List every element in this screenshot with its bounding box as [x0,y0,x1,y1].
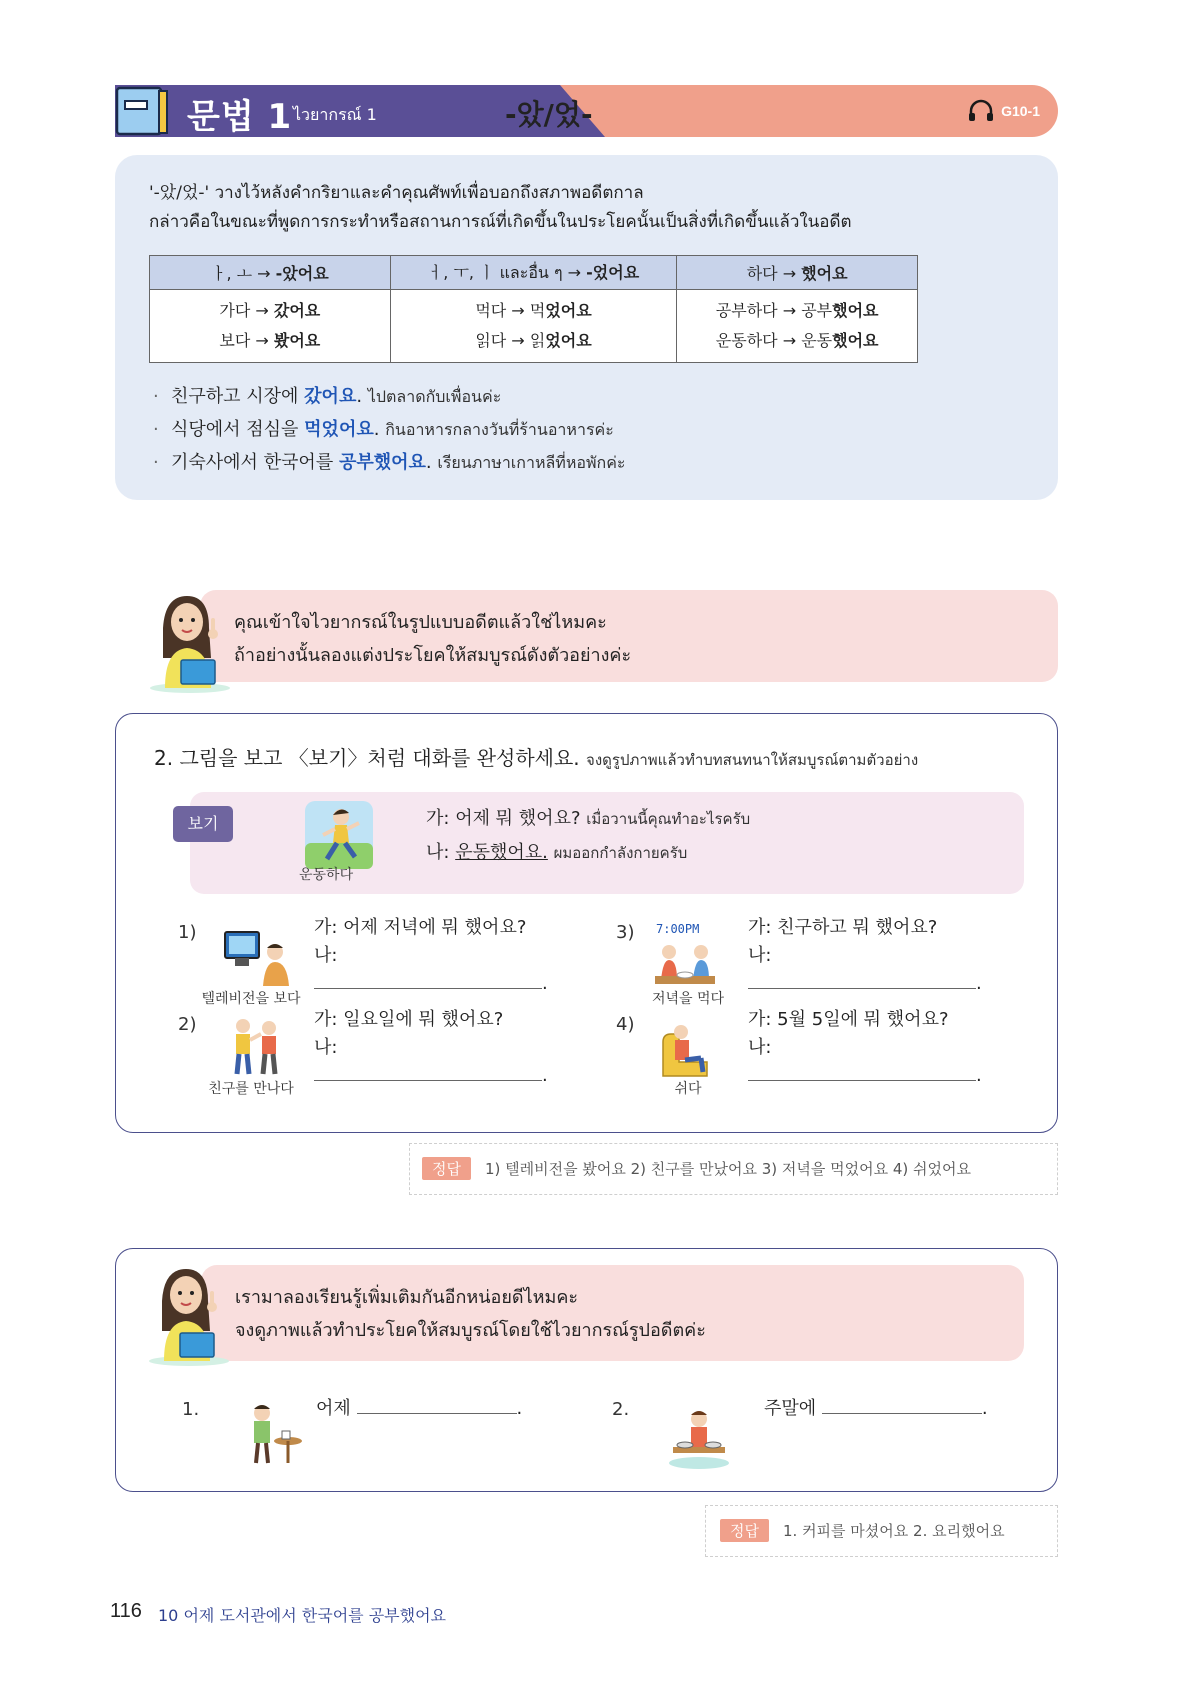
page-title-thai: ไวยากรณ์ 1 [293,105,377,124]
item-caption: 쉬다 [674,1081,702,1097]
table-cell: 공부하다 → 공부했어요 운동하다 → 운동했어요 [677,290,918,363]
conjugation-table [149,255,918,363]
teacher-speech-bubble [200,590,1058,682]
dialogue-answer-line[interactable]: 나: . [314,945,548,994]
headphones-icon[interactable] [967,99,995,123]
item-number: 1) [178,922,197,943]
grammar-header [115,85,1058,137]
grammar-point: -았/었- [505,98,593,131]
answer-tag: 정답 [720,1519,769,1542]
table-header: 하다 → 했어요 [677,256,918,290]
table-cell: 가다 → 갔어요 보다 → 봤어요 [150,290,391,363]
item-caption: 저녁을 먹다 [651,991,725,1007]
teacher-illustration [144,1261,234,1367]
example-sentences [153,380,626,479]
item-number: 3) [616,922,635,943]
practice-number: 2. [612,1399,630,1420]
page-title: 문법 1 [187,97,293,137]
explanation-line: '-았/었-' วางไว้หลังคำกริยาและคำคุณศัพท์เพื่อบอกถึงสภาพอดีตกาล [149,183,644,203]
resting-person-icon [649,1014,721,1078]
dialogue-answer-line[interactable]: 나: . [748,1037,982,1086]
teacher-illustration [145,588,235,694]
answer-box [409,1143,1058,1195]
answer-text: 1) 텔레비전을 봤어요 2) 친구를 만났어요 3) 저녁을 먹었어요 4) 쉬었어요 [484,1160,971,1178]
example-sentence: · 식당에서 점심을 먹었어요. กินอาหารกลางวันที่ร้านอาหารค่ะ [153,419,614,440]
item-number: 2) [178,1014,197,1035]
practice-sentence[interactable]: 주말에 . [764,1398,988,1419]
meeting-friend-icon [221,1014,293,1078]
jogging-person-icon [303,799,375,871]
grammar-explanation-box [115,155,1058,500]
answer-text: 1. 커피를 마셨어요 2. 요리했어요 [782,1522,1005,1540]
practice-sentence[interactable]: 어제 . [316,1398,523,1419]
table-header: ㅓ, ㅜ, ㅣ และอื่น ๆ → -었어요 [390,256,677,290]
table-row [150,290,918,363]
dialogue-question: 가: 5월 5일에 뭐 했어요? [748,1009,949,1030]
item-caption: 텔레비전을 보다 [201,991,301,1007]
exercise-2-box [115,713,1058,1133]
answer-tag: 정답 [422,1157,471,1180]
drinking-coffee-icon [238,1401,310,1465]
example-caption: 운동하다 [299,867,354,883]
answer-box [705,1505,1058,1557]
item-caption: 친구를 만나다 [208,1081,294,1097]
practice-number: 1. [182,1399,200,1420]
exercise-title: 2. 그림을 보고 〈보기〉처럼 대화를 완성하세요. จงดูรูปภาพแล้วทำบทสนทนาให้สมบูรณ์ตามตัวอย่าง [154,746,919,770]
example-question: 가: 어제 뭐 했어요? เมื่อวานนี้คุณทำอะไรครับ [426,808,751,829]
dialogue-question: 가: 어제 저녁에 뭐 했어요? [314,917,527,938]
item-number: 4) [616,1014,635,1035]
dialogue-answer-line[interactable]: 나: . [314,1037,548,1086]
dialogue-question: 가: 일요일에 뭐 했어요? [314,1009,504,1030]
audio-track[interactable] [967,99,1040,123]
dialogue-item [748,1006,1000,1090]
table-header: ㅏ, ㅗ → -았어요 [150,256,391,290]
cooking-person-icon [663,1407,735,1471]
dialogue-answer-line[interactable]: 나: . [748,945,982,994]
grammar-explanation [149,179,852,237]
teacher-speech-bubble [201,1265,1024,1361]
example-answer: 나: 운동했어요. ผมออกกำลังกายครับ [426,842,688,863]
dialogue-item [314,1006,566,1090]
bubble-line: ถ้าอย่างนั้นลองแต่งประโยคให้สมบูรณ์ดังตัวอย่างค่ะ [234,645,632,666]
bubble-line: เรามาลองเรียนรู้เพิ่มเติมกันอีกหน่อยดีไหมคะ [235,1287,579,1308]
bubble-line: คุณเข้าใจไวยากรณ์ในรูปแบบอดีตแล้วใช่ไหมคะ [234,612,607,633]
explanation-line: กล่าวคือในขณะที่พูดการกระทำหรือสถานการณ์ที่เกิดขึ้นในประโยคนั้นเป็นสิ่งที่เกิดขึ้นแล้วในอดีต [149,212,852,232]
practice-box [115,1248,1058,1492]
example-sentence: · 기숙사에서 한국어를 공부했어요. เรียนภาษาเกาหลีที่หอพักค่ะ [153,452,626,473]
bubble-line: จงดูภาพแล้วทำประโยคให้สมบูรณ์โดยใช้ไวยากรณ์รูปอดีตค่ะ [235,1320,706,1341]
dialogue-item [748,914,1000,998]
example-sentence: · 친구하고 시장에 갔어요. ไปตลาดกับเพื่อนค่ะ [153,386,502,407]
example-tag: 보기 [173,806,233,842]
dialogue-item [314,914,566,998]
book-icon [115,85,170,137]
table-header-row [150,256,918,290]
audio-code: G10-1 [1001,103,1040,119]
table-cell: 먹다 → 먹었어요 읽다 → 읽었어요 [390,290,677,363]
clock-label: 7:00PM [656,922,700,936]
page-number: 116 [110,1600,142,1622]
chapter-title: 10 어제 도서관에서 한국어를 공부했어요 [158,1606,446,1625]
dialogue-question: 가: 친구하고 뭐 했어요? [748,917,938,938]
watching-tv-icon [221,924,293,988]
